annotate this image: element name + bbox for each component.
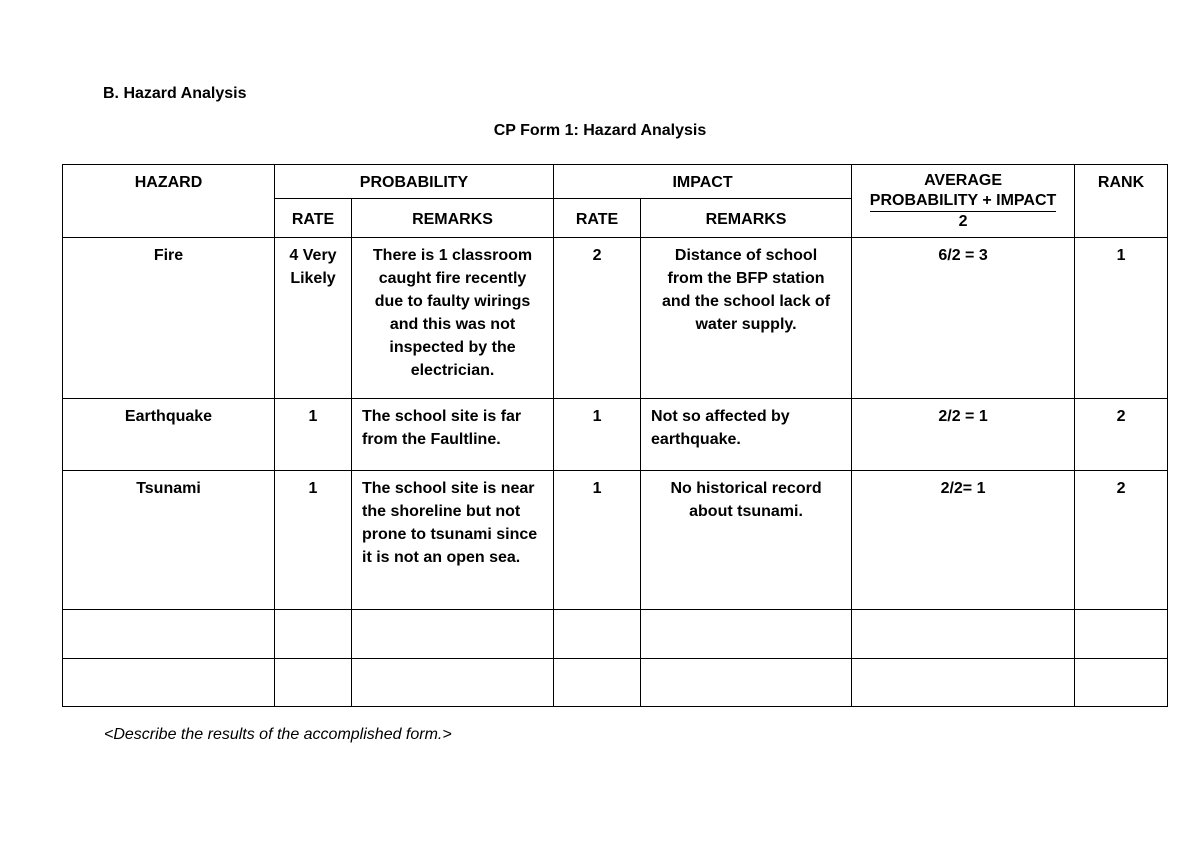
- hazard-cell: Earthquake: [63, 399, 275, 471]
- section-heading: B. Hazard Analysis: [103, 85, 247, 102]
- impact-rate-cell: 1: [554, 471, 641, 610]
- empty-cell: [641, 659, 852, 707]
- table-row: [63, 238, 1168, 399]
- rank-cell: 2: [1075, 471, 1168, 610]
- results-note: <Describe the results of the accomplished form.>: [104, 726, 452, 743]
- impact-rate-cell: 1: [554, 399, 641, 471]
- table-row: [63, 471, 1168, 610]
- impact-remarks-cell: No historical record about tsunami.: [641, 471, 852, 610]
- empty-cell: [554, 659, 641, 707]
- header-average-label: AVERAGE: [924, 172, 1002, 189]
- empty-row: [63, 610, 1168, 659]
- header-probability: PROBABILITY: [275, 165, 554, 199]
- rank-cell: 1: [1075, 238, 1168, 399]
- impact-remarks-cell: Distance of school from the BFP station and the school lack of water supply.: [641, 238, 852, 399]
- form-title: CP Form 1: Hazard Analysis: [493, 122, 707, 139]
- prob-remarks-cell: There is 1 classroom caught fire recently due to faulty wirings and this was not inspected by the electrician.: [352, 238, 554, 399]
- rank-cell: 2: [1075, 399, 1168, 471]
- header-average: [852, 165, 1075, 238]
- empty-cell: [1075, 610, 1168, 659]
- header-average-fraction: [870, 191, 1057, 232]
- hazard-cell: Fire: [63, 238, 275, 399]
- prob-rate-cell: 1: [275, 471, 352, 610]
- header-prob-remarks: REMARKS: [352, 199, 554, 238]
- header-impact: IMPACT: [554, 165, 852, 199]
- header-row-1: [63, 165, 1168, 199]
- impact-remarks-cell: Not so affected by earthquake.: [641, 399, 852, 471]
- empty-cell: [852, 610, 1075, 659]
- header-impact-rate: RATE: [554, 199, 641, 238]
- empty-cell: [63, 659, 275, 707]
- empty-cell: [554, 610, 641, 659]
- empty-cell: [275, 610, 352, 659]
- header-impact-remarks: REMARKS: [641, 199, 852, 238]
- empty-cell: [1075, 659, 1168, 707]
- empty-cell: [352, 610, 554, 659]
- average-cell: 2/2 = 1: [852, 399, 1075, 471]
- prob-remarks-cell: The school site is far from the Faultline.: [352, 399, 554, 471]
- empty-cell: [63, 610, 275, 659]
- empty-cell: [641, 610, 852, 659]
- empty-cell: [852, 659, 1075, 707]
- impact-rate-cell: 2: [554, 238, 641, 399]
- header-rank: RANK: [1075, 165, 1168, 238]
- empty-cell: [275, 659, 352, 707]
- average-cell: 6/2 = 3: [852, 238, 1075, 399]
- average-cell: 2/2= 1: [852, 471, 1075, 610]
- header-average-denominator: 2: [958, 213, 968, 230]
- hazard-analysis-table: [62, 164, 1168, 707]
- prob-remarks-cell: The school site is near the shoreline but not prone to tsunami since it is not an open sea.: [352, 471, 554, 610]
- header-hazard: HAZARD: [63, 165, 275, 238]
- prob-rate-cell: 4 Very Likely: [275, 238, 352, 399]
- prob-rate-cell: 1: [275, 399, 352, 471]
- empty-cell: [352, 659, 554, 707]
- table-row: [63, 399, 1168, 471]
- hazard-cell: Tsunami: [63, 471, 275, 610]
- header-average-numerator: PROBABILITY + IMPACT: [870, 191, 1057, 212]
- empty-row: [63, 659, 1168, 707]
- header-prob-rate: RATE: [275, 199, 352, 238]
